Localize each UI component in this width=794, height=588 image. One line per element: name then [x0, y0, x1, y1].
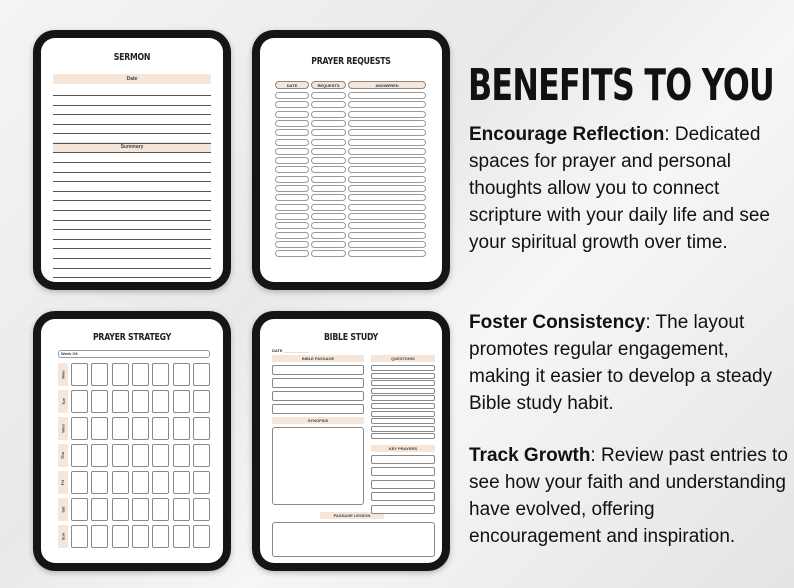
request-text-cell[interactable]: [311, 232, 346, 239]
strategy-cell[interactable]: [91, 390, 108, 413]
request-answered-cell[interactable]: [348, 157, 426, 164]
day-label-text: Tue: [60, 398, 66, 405]
request-text-cell[interactable]: [311, 185, 346, 192]
request-date-cell[interactable]: [275, 157, 309, 164]
sermon-line[interactable]: [53, 95, 211, 96]
strategy-cell[interactable]: [71, 525, 88, 548]
benefit-consistency-title: Foster Consistency: [469, 312, 646, 333]
request-date-cell[interactable]: [275, 232, 309, 239]
key-prayer-row[interactable]: [371, 467, 435, 476]
strategy-cell[interactable]: [132, 525, 149, 548]
strategy-cell[interactable]: [173, 471, 190, 494]
request-text-cell[interactable]: [311, 204, 346, 211]
passage-row[interactable]: [272, 365, 364, 375]
strategy-cell[interactable]: [91, 444, 108, 467]
request-text-cell[interactable]: [311, 157, 346, 164]
key-prayer-row[interactable]: [371, 480, 435, 489]
bs-synopsis-band: SYNOPSIS: [272, 417, 364, 424]
week-of-field[interactable]: [58, 350, 210, 358]
request-answered-cell[interactable]: [348, 120, 426, 127]
request-date-cell[interactable]: [275, 194, 309, 201]
day-label: [58, 525, 68, 548]
strategy-cell[interactable]: [112, 525, 129, 548]
strategy-cell[interactable]: [193, 444, 210, 467]
bs-passage-band: BIBLE PASSAGE: [272, 355, 364, 362]
bs-date-label: DATE ___________: [272, 348, 309, 353]
question-row[interactable]: [371, 403, 435, 409]
strategy-cell[interactable]: [112, 417, 129, 440]
question-row[interactable]: [371, 433, 435, 439]
sermon-line[interactable]: [53, 172, 211, 173]
request-answered-cell[interactable]: [348, 204, 426, 211]
strategy-cell[interactable]: [173, 390, 190, 413]
strategy-cell[interactable]: [112, 363, 129, 386]
strategy-cell[interactable]: [132, 471, 149, 494]
strategy-cell[interactable]: [152, 417, 169, 440]
strategy-cell[interactable]: [193, 471, 210, 494]
benefit-growth: [469, 442, 791, 550]
strategy-cell[interactable]: [71, 471, 88, 494]
benefit-consistency-text: : The layout promotes regular engagement, making it easier to develop a steady Bible study habit.: [469, 312, 773, 414]
sermon-line[interactable]: [53, 124, 211, 125]
request-text-cell[interactable]: [311, 101, 346, 108]
request-answered-cell[interactable]: [348, 250, 426, 257]
strategy-cell[interactable]: [193, 363, 210, 386]
request-date-cell[interactable]: [275, 250, 309, 257]
prayer-requests-title: PRAYER REQUESTS: [311, 56, 391, 67]
bible-study-page: [260, 319, 442, 563]
sermon-page: [41, 38, 223, 282]
sermon-line[interactable]: [53, 258, 211, 259]
sermon-line[interactable]: [53, 268, 211, 269]
sermon-line[interactable]: [53, 200, 211, 201]
key-prayer-row[interactable]: [371, 492, 435, 501]
request-date-cell[interactable]: [275, 213, 309, 220]
prayer-requests-page: [260, 38, 442, 282]
key-prayer-row[interactable]: [371, 505, 435, 514]
question-row[interactable]: [371, 388, 435, 394]
request-answered-cell[interactable]: [348, 148, 426, 155]
strategy-cell[interactable]: [112, 444, 129, 467]
request-date-cell[interactable]: [275, 148, 309, 155]
prayer-strategy-title: PRAYER STRATEGY: [92, 332, 172, 343]
strategy-cell[interactable]: [91, 363, 108, 386]
request-text-cell[interactable]: [311, 148, 346, 155]
strategy-cell[interactable]: [173, 363, 190, 386]
request-date-cell[interactable]: [275, 120, 309, 127]
bs-lesson-band: PASSAGE LESSON: [320, 512, 384, 519]
day-label-text: Sat: [60, 506, 66, 513]
benefit-consistency: [469, 309, 791, 417]
strategy-cell[interactable]: [193, 525, 210, 548]
sermon-line[interactable]: [53, 162, 211, 163]
strategy-cell[interactable]: [91, 525, 108, 548]
day-label-text: Sun: [60, 532, 66, 541]
request-answered-cell[interactable]: [348, 222, 426, 229]
week-of-label: Week Of:: [61, 351, 79, 356]
benefit-growth-text: : Review past entries to see how your faith and understanding have evolved, offering encouragement and inspiration.: [469, 445, 788, 547]
bible-study-title: BIBLE STUDY: [323, 332, 379, 343]
question-row[interactable]: [371, 395, 435, 401]
day-label: [58, 417, 68, 440]
strategy-cell[interactable]: [173, 444, 190, 467]
passage-row[interactable]: [272, 404, 364, 414]
sermon-line[interactable]: [53, 229, 211, 230]
request-text-cell[interactable]: [311, 213, 346, 220]
request-date-cell[interactable]: [275, 176, 309, 183]
request-text-cell[interactable]: [311, 139, 346, 146]
request-answered-cell[interactable]: [348, 101, 426, 108]
request-answered-cell[interactable]: [348, 139, 426, 146]
day-label-text: Fri: [60, 479, 66, 486]
sermon-line[interactable]: [53, 133, 211, 134]
strategy-cell[interactable]: [132, 390, 149, 413]
benefits-heading: BENEFITS TO YOU: [468, 60, 775, 111]
request-answered-cell[interactable]: [348, 166, 426, 173]
strategy-cell[interactable]: [152, 363, 169, 386]
benefit-reflection: [469, 121, 791, 256]
strategy-cell[interactable]: [132, 444, 149, 467]
request-date-cell[interactable]: [275, 241, 309, 248]
sermon-line[interactable]: [53, 143, 211, 144]
strategy-cell[interactable]: [173, 498, 190, 521]
request-answered-cell[interactable]: [348, 185, 426, 192]
strategy-cell[interactable]: [193, 498, 210, 521]
strategy-cell[interactable]: [193, 417, 210, 440]
request-text-cell[interactable]: [311, 250, 346, 257]
strategy-cell[interactable]: [71, 363, 88, 386]
strategy-cell[interactable]: [173, 525, 190, 548]
strategy-cell[interactable]: [173, 417, 190, 440]
request-answered-cell[interactable]: [348, 241, 426, 248]
question-row[interactable]: [371, 411, 435, 417]
sermon-line[interactable]: [53, 152, 211, 153]
benefit-reflection-text: : Dedicated spaces for prayer and personal thoughts allow you to connect scripture with your daily life and see your spiritual growth over time.: [469, 124, 770, 253]
col-header-date: DATE: [275, 81, 309, 89]
bs-questions-band: QUESTIONS: [371, 355, 435, 362]
strategy-cell[interactable]: [91, 471, 108, 494]
sermon-line[interactable]: [53, 248, 211, 249]
strategy-cell[interactable]: [132, 363, 149, 386]
request-date-cell[interactable]: [275, 204, 309, 211]
tablet-sermon: [33, 30, 231, 290]
request-date-cell[interactable]: [275, 129, 309, 136]
request-date-cell[interactable]: [275, 166, 309, 173]
question-row[interactable]: [371, 380, 435, 386]
bs-key-prayers-band: KEY PRAYERS: [371, 445, 435, 452]
question-row[interactable]: [371, 373, 435, 379]
col-header-answered: ANSWERED: [348, 81, 426, 89]
request-date-cell[interactable]: [275, 139, 309, 146]
tablet-prayer-requests: [252, 30, 450, 290]
request-answered-cell[interactable]: [348, 176, 426, 183]
request-date-cell[interactable]: [275, 222, 309, 229]
request-answered-cell[interactable]: [348, 92, 426, 99]
strategy-cell[interactable]: [71, 444, 88, 467]
passage-row[interactable]: [272, 391, 364, 401]
request-date-cell[interactable]: [275, 185, 309, 192]
request-text-cell[interactable]: [311, 241, 346, 248]
strategy-cell[interactable]: [71, 390, 88, 413]
passage-row[interactable]: [272, 378, 364, 388]
key-prayer-row[interactable]: [371, 455, 435, 464]
request-date-cell[interactable]: [275, 111, 309, 118]
request-text-cell[interactable]: [311, 92, 346, 99]
strategy-cell[interactable]: [132, 417, 149, 440]
strategy-cell[interactable]: [91, 417, 108, 440]
request-date-cell[interactable]: [275, 92, 309, 99]
request-text-cell[interactable]: [311, 111, 346, 118]
request-answered-cell[interactable]: [348, 129, 426, 136]
question-row[interactable]: [371, 426, 435, 432]
strategy-cell[interactable]: [193, 390, 210, 413]
request-date-cell[interactable]: [275, 101, 309, 108]
strategy-cell[interactable]: [152, 471, 169, 494]
sermon-line[interactable]: [53, 191, 211, 192]
sermon-line[interactable]: [53, 114, 211, 115]
request-text-cell[interactable]: [311, 222, 346, 229]
strategy-cell[interactable]: [152, 498, 169, 521]
sermon-line[interactable]: [53, 277, 211, 278]
col-header-requests: REQUESTS: [311, 81, 346, 89]
question-row[interactable]: [371, 365, 435, 371]
sermon-title: SERMON: [113, 52, 151, 63]
strategy-cell[interactable]: [132, 498, 149, 521]
sermon-date-band: Date: [53, 74, 211, 84]
strategy-cell[interactable]: [152, 525, 169, 548]
day-label: [58, 444, 68, 467]
request-answered-cell[interactable]: [348, 232, 426, 239]
strategy-cell[interactable]: [152, 444, 169, 467]
strategy-cell[interactable]: [112, 498, 129, 521]
sermon-summary-band: Summary: [53, 142, 211, 152]
strategy-cell[interactable]: [112, 390, 129, 413]
strategy-cell[interactable]: [112, 471, 129, 494]
day-label-text: Wed: [60, 424, 66, 433]
sermon-line[interactable]: [53, 210, 211, 211]
strategy-cell[interactable]: [152, 390, 169, 413]
sermon-line[interactable]: [53, 105, 211, 106]
strategy-cell[interactable]: [91, 498, 108, 521]
request-text-cell[interactable]: [311, 176, 346, 183]
day-label-text: Mon: [60, 370, 66, 379]
day-label: [58, 471, 68, 494]
bs-synopsis-box[interactable]: [272, 427, 364, 505]
sermon-line[interactable]: [53, 181, 211, 182]
request-answered-cell[interactable]: [348, 194, 426, 201]
request-answered-cell[interactable]: [348, 213, 426, 220]
request-text-cell[interactable]: [311, 166, 346, 173]
request-text-cell[interactable]: [311, 129, 346, 136]
request-answered-cell[interactable]: [348, 111, 426, 118]
sermon-line[interactable]: [53, 220, 211, 221]
strategy-cell[interactable]: [71, 498, 88, 521]
request-text-cell[interactable]: [311, 194, 346, 201]
day-label-text: Thu: [60, 451, 66, 460]
question-row[interactable]: [371, 418, 435, 424]
prayer-strategy-page: [41, 319, 223, 563]
day-label: [58, 363, 68, 386]
day-label: [58, 498, 68, 521]
benefit-reflection-title: Encourage Reflection: [469, 124, 665, 145]
benefit-growth-title: Track Growth: [469, 445, 591, 466]
request-text-cell[interactable]: [311, 120, 346, 127]
tablet-prayer-strategy: [33, 311, 231, 571]
tablet-bible-study: [252, 311, 450, 571]
day-label: [58, 390, 68, 413]
sermon-line[interactable]: [53, 239, 211, 240]
bs-lesson-box[interactable]: [272, 522, 435, 557]
strategy-cell[interactable]: [71, 417, 88, 440]
